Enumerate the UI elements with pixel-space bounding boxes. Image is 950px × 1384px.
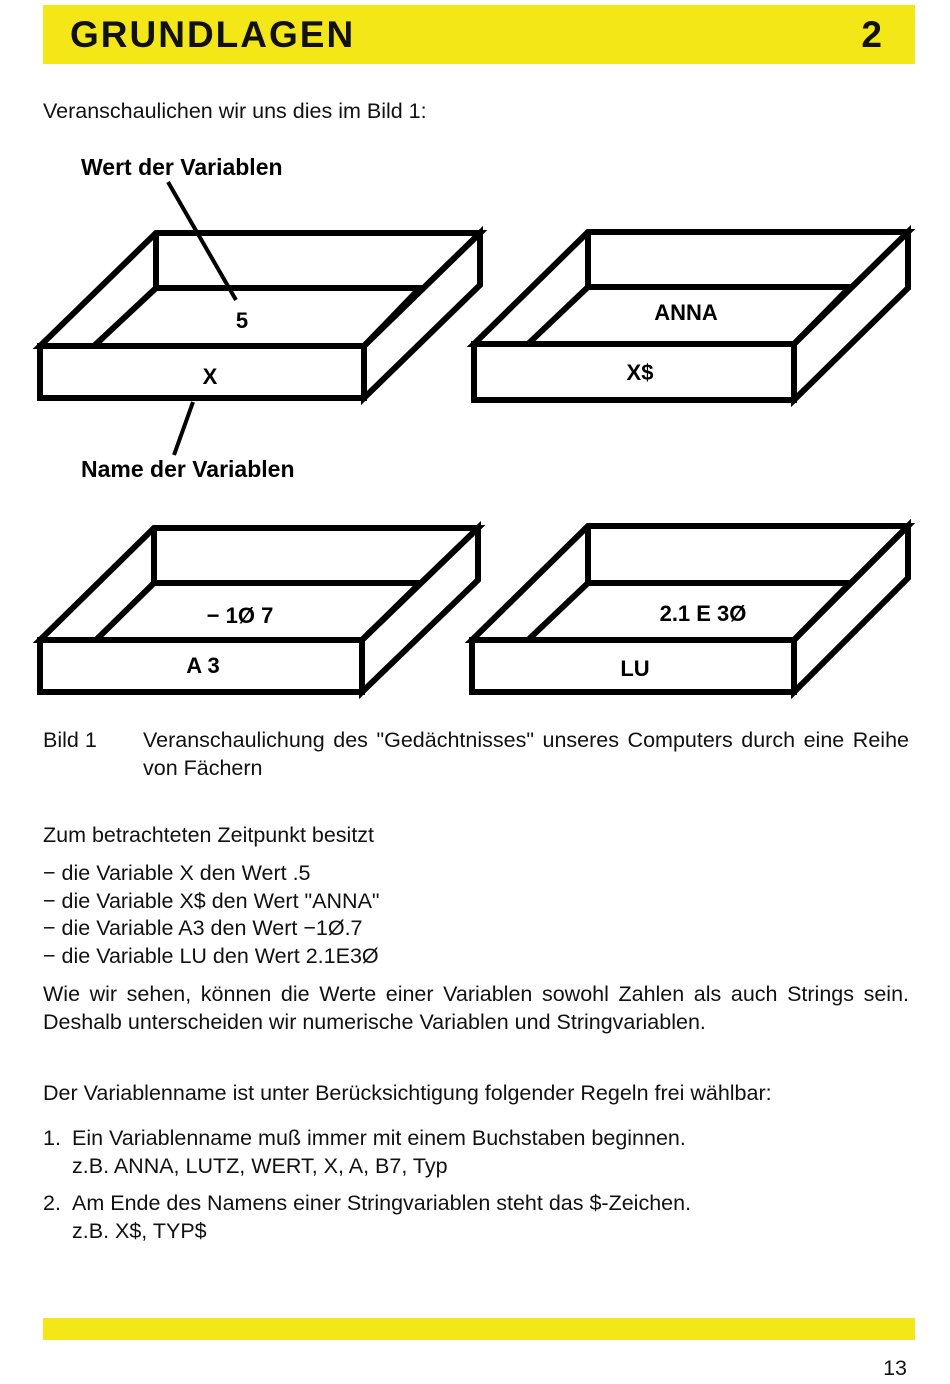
value-pointer-line xyxy=(168,182,236,300)
name-label: Name der Variablen xyxy=(81,456,295,482)
rule-text: Ein Variablenname muß immer mit einem Buchstaben beginnen. xyxy=(72,1126,686,1150)
box-value-text: 5 xyxy=(235,308,249,333)
figure-caption-label: Bild 1 xyxy=(43,728,97,752)
variable-boxes-figure xyxy=(0,140,950,710)
rule-number: 2. xyxy=(43,1191,61,1215)
chapter-number: 2 xyxy=(861,14,882,55)
list-item: − die Variable A3 den Wert −1Ø.7 xyxy=(43,916,363,940)
box-name-text: X xyxy=(202,364,218,389)
figure-caption: Veranschaulichung des "Gedächtnisses" unseres Computers durch eine Reihe von Fächern xyxy=(143,728,909,780)
value-label: Wert der Variablen xyxy=(81,154,283,180)
box-name-text: LU xyxy=(620,656,650,681)
paragraph: Der Variablenname ist unter Berücksichtigung folgender Regeln frei wählbar: xyxy=(43,1081,772,1105)
box-value-text: − 1Ø 7 xyxy=(206,603,274,628)
box-name-text: A 3 xyxy=(186,653,220,678)
paragraph: Wie wir sehen, können die Werte einer Variablen sowohl Zahlen als auch Strings sein. Deshalb unterscheiden wir numerische Variablen und Stringvariablen. xyxy=(43,982,909,1034)
intro-text: Veranschaulichen wir uns dies im Bild 1: xyxy=(43,99,427,123)
list-item: − die Variable X$ den Wert "ANNA" xyxy=(43,888,380,913)
list-item: − die Variable LU den Wert 2.1E3Ø xyxy=(43,943,379,968)
box-name-text: X$ xyxy=(626,360,654,385)
footer-bar xyxy=(43,1318,915,1340)
rule-number: 1. xyxy=(43,1126,61,1150)
rule-example: z.B. X$, TYP$ xyxy=(72,1218,207,1243)
rule-text: Am Ende des Namens einer Stringvariablen steht das $-Zeichen. xyxy=(72,1191,692,1215)
chapter-title: GRUNDLAGEN xyxy=(70,14,356,55)
page-number: 13 xyxy=(883,1356,907,1380)
box-x xyxy=(40,233,480,398)
list-item: − die Variable X den Wert .5 xyxy=(43,861,311,885)
paragraph: Zum betrachteten Zeitpunkt besitzt xyxy=(43,823,375,847)
rule-example: z.B. ANNA, LUTZ, WERT, X, A, B7, Typ xyxy=(72,1153,448,1178)
box-value-text: 2.1 E 3Ø xyxy=(659,601,747,626)
chapter-header xyxy=(43,5,915,64)
name-pointer-line xyxy=(174,402,193,455)
box-value-text: ANNA xyxy=(654,300,718,325)
variable-list xyxy=(43,860,380,970)
